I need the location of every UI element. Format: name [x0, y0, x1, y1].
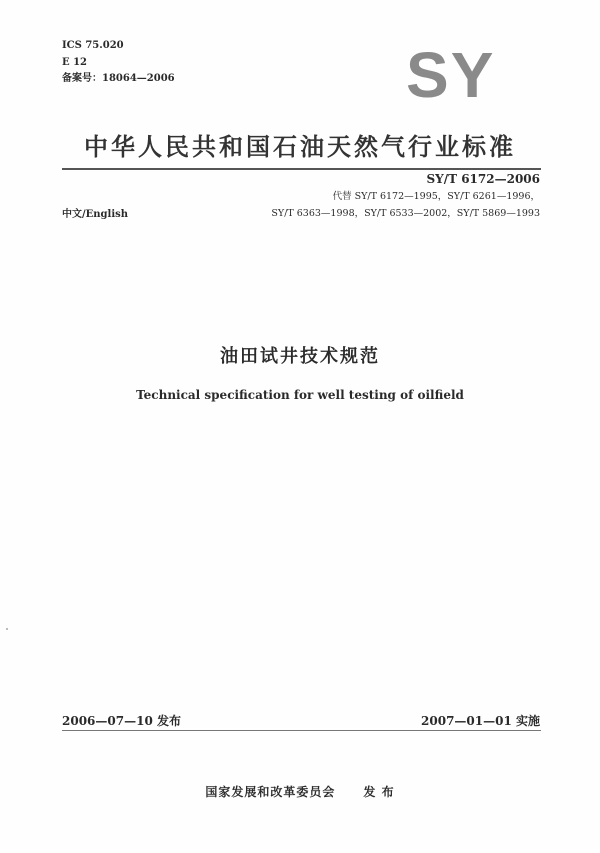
- sy-logo: SY: [406, 39, 496, 111]
- issuer-name: 国家发展和改革委员会: [205, 785, 336, 799]
- scan-mark: [6, 628, 8, 630]
- issue-word: 发 布: [363, 785, 395, 799]
- issue-date: 2006—07—10 发布: [62, 714, 181, 728]
- replaces-line-1: 代替 SY/T 6172—1995，SY/T 6261—1996，: [332, 191, 540, 202]
- language-label: 中文/English: [62, 209, 129, 220]
- document-title-chinese: 油田试井技术规范: [220, 346, 380, 367]
- standard-number: SY/T 6172—2006: [426, 172, 540, 186]
- classification-code: E 12: [62, 57, 88, 68]
- standard-category-title: 中华人民共和国石油天然气行业标准: [84, 133, 516, 161]
- replaces-line-2: SY/T 6363—1998，SY/T 6533—2002，SY/T 5869—1993: [271, 208, 540, 219]
- filing-number: 备案号：18064—2006: [62, 73, 175, 84]
- bottom-divider: [62, 730, 541, 731]
- implementation-date: 2007—01—01 实施: [421, 714, 540, 728]
- top-divider: [62, 168, 541, 170]
- issuer-line: [0, 783, 600, 800]
- ics-code: ICS 75.020: [62, 40, 124, 51]
- document-title-english: Technical specification for well testing of oilfield: [136, 388, 464, 402]
